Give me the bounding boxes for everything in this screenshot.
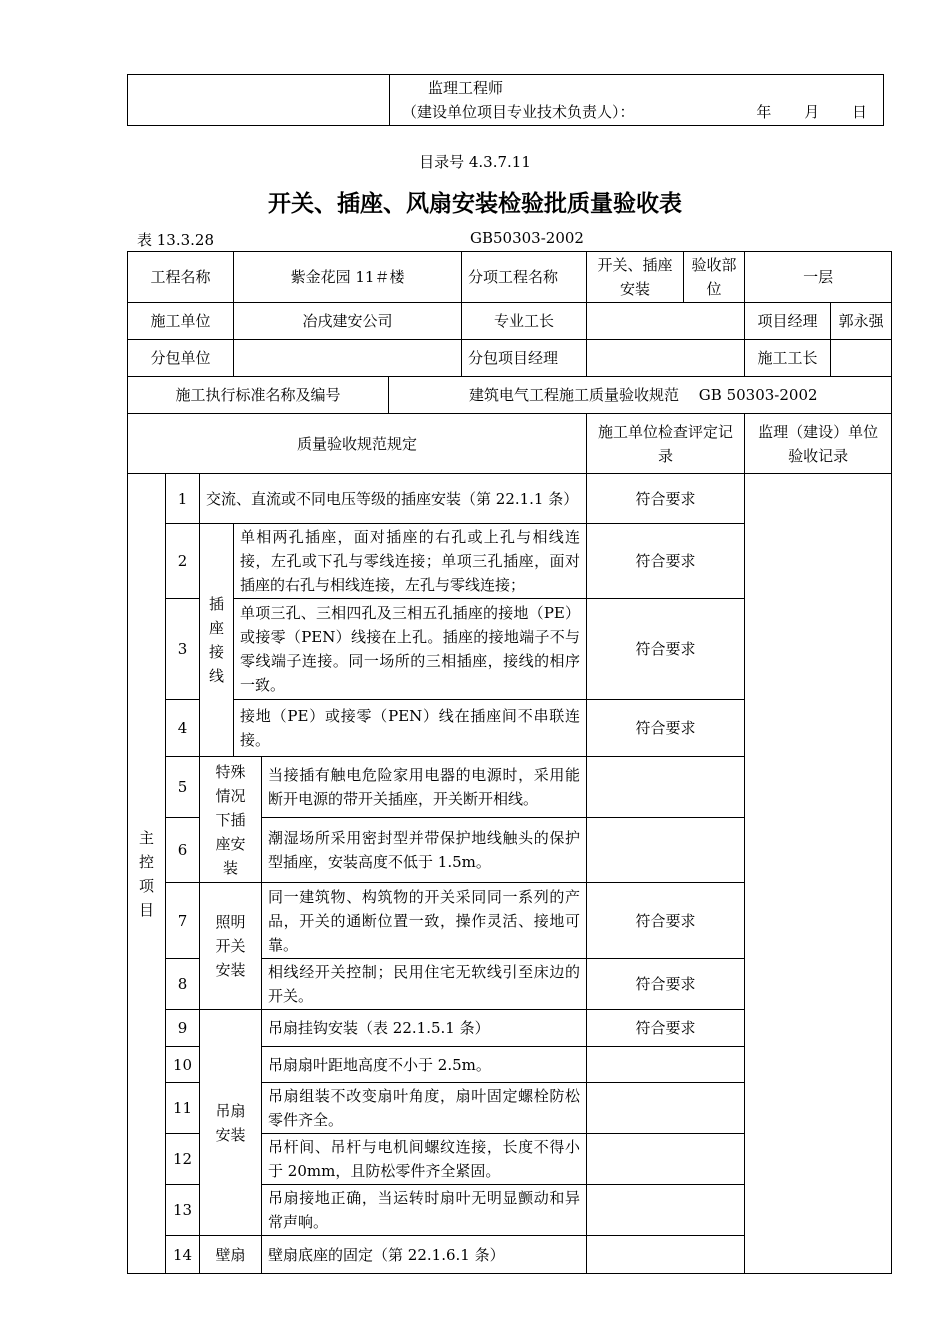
item-check: 符合要求 — [587, 524, 745, 599]
project-name-value: 紫金花园 11＃楼 — [234, 252, 462, 303]
item-number: 6 — [166, 818, 200, 883]
item-check — [587, 1185, 745, 1236]
page-title: 开关、插座、风扇安装检验批质量验收表 — [268, 191, 682, 217]
item-check: 符合要求 — [587, 959, 745, 1010]
item-text: 潮湿场所采用密封型并带保护地线触头的保护型插座，安装高度不低于 1.5m。 — [262, 818, 587, 883]
subcontractor-label: 分包单位 — [128, 340, 234, 377]
item-number: 1 — [166, 474, 200, 524]
item-check — [587, 1083, 745, 1134]
main-control-label: 主控项目 — [128, 474, 166, 1274]
foreman-label: 专业工长 — [462, 303, 587, 340]
sub-pm-value — [587, 340, 745, 377]
pm-label: 项目经理 — [745, 303, 831, 340]
item-text: 交流、直流或不同电压等级的插座安装（第 22.1.1 条） — [200, 474, 587, 524]
item-number: 14 — [166, 1236, 200, 1274]
item-text: 单项三孔、三相四孔及三相五孔插座的接地（PE）或接零（PEN）线接在上孔。插座的接地端子不与零线端子连接。同一场所的三相插座，接线的相序一致。 — [234, 599, 587, 700]
check-column-header: 施工单位检查评定记录 — [587, 414, 745, 474]
item-number: 3 — [166, 599, 200, 700]
sub-pm-label: 分包项目经理 — [462, 340, 587, 377]
item-check — [587, 757, 745, 818]
catalog-number: 目录号 4.3.7.11 — [419, 153, 531, 171]
supervise-record-cell — [745, 474, 892, 1274]
item-check: 符合要求 — [587, 474, 745, 524]
spec-column-header: 质量验收规范规定 — [128, 414, 587, 474]
owner-tech-label: （建设单位项目专业技术负责人）： — [402, 103, 635, 121]
item-check — [587, 1134, 745, 1185]
item-number: 11 — [166, 1083, 200, 1134]
sub-project-label: 分项工程名称 — [462, 252, 587, 303]
standard-code: GB50303-2002 — [470, 229, 584, 247]
standard-value: 建筑电气工程施工质量验收规范 GB 50303-2002 — [389, 377, 892, 414]
supervise-column-header: 监理（建设）单位验收记录 — [745, 414, 892, 474]
item-number: 12 — [166, 1134, 200, 1185]
item-text: 相线经开关控制；民用住宅无软线引至床边的开关。 — [262, 959, 587, 1010]
foreman-value — [587, 303, 745, 340]
accept-part-label: 验收部位 — [684, 252, 745, 303]
month-label: 月 — [804, 103, 820, 121]
item-text: 当接插有触电危险家用电器的电源时，采用能断开电源的带开关插座，开关断开相线。 — [262, 757, 587, 818]
site-foreman-label: 施工工长 — [745, 340, 831, 377]
contractor-label: 施工单位 — [128, 303, 234, 340]
item-text: 吊杆间、吊杆与电机间螺纹连接，长度不得小于 20mm，且防松零件齐全紧固。 — [262, 1134, 587, 1185]
sub-project-value: 开关、插座安装 — [587, 252, 684, 303]
item-number: 13 — [166, 1185, 200, 1236]
item-check: 符合要求 — [587, 883, 745, 959]
item-number: 9 — [166, 1010, 200, 1047]
item-number: 8 — [166, 959, 200, 1010]
standard-label: 施工执行标准名称及编号 — [128, 377, 389, 414]
day-label: 日 — [851, 103, 867, 121]
item-text: 单相两孔插座，面对插座的右孔或上孔与相线连接，左孔或下孔与零线连接；单项三孔插座，面对插座的右孔与相线连接，左孔与零线连接； — [234, 524, 587, 599]
item-text: 吊扇组装不改变扇叶角度，扇叶固定螺栓防松零件齐全。 — [262, 1083, 587, 1134]
year-label: 年 — [756, 103, 772, 121]
sign-blank-cell — [128, 75, 390, 126]
project-name-label: 工程名称 — [128, 252, 234, 303]
item-number: 5 — [166, 757, 200, 818]
contractor-value: 冶戌建安公司 — [234, 303, 462, 340]
pm-value: 郭永强 — [831, 303, 892, 340]
group-socket-wiring: 插座接线 — [200, 524, 234, 757]
inspection-table — [127, 251, 892, 1274]
item-check: 符合要求 — [587, 700, 745, 757]
item-text: 吊扇接地正确，当运转时扇叶无明显颤动和异常声响。 — [262, 1185, 587, 1236]
item-number: 2 — [166, 524, 200, 599]
item-number: 7 — [166, 883, 200, 959]
item-text: 壁扇底座的固定（第 22.1.6.1 条） — [262, 1236, 587, 1274]
item-number: 4 — [166, 700, 200, 757]
group-ceiling-fan: 吊扇安装 — [200, 1010, 262, 1236]
item-number: 10 — [166, 1047, 200, 1083]
item-text: 同一建筑物、构筑物的开关采同同一系列的产品，开关的通断位置一致，操作灵活、接地可靠。 — [262, 883, 587, 959]
supervisor-label: 监理工程师 — [428, 79, 504, 97]
item-check — [587, 1047, 745, 1083]
item-text: 接地（PE）或接零（PEN）线在插座间不串联连接。 — [234, 700, 587, 757]
item-check: 符合要求 — [587, 599, 745, 700]
subcontractor-value — [234, 340, 462, 377]
item-check — [587, 818, 745, 883]
group-special-socket: 特殊情况下插座安装 — [200, 757, 262, 883]
site-foreman-value — [831, 340, 892, 377]
accept-part-value: 一层 — [745, 252, 892, 303]
item-text: 吊扇挂钩安装（表 22.1.5.1 条） — [262, 1010, 587, 1047]
item-check — [587, 1236, 745, 1274]
group-wall-fan: 壁扇 — [200, 1236, 262, 1274]
sign-cell — [390, 75, 884, 126]
table-number: 表 13.3.28 — [137, 231, 215, 249]
item-check: 符合要求 — [587, 1010, 745, 1047]
supervisor-sign-table — [127, 74, 884, 126]
group-lighting-switch: 照明开关安装 — [200, 883, 262, 1010]
item-text: 吊扇扇叶距地高度不小于 2.5m。 — [262, 1047, 587, 1083]
